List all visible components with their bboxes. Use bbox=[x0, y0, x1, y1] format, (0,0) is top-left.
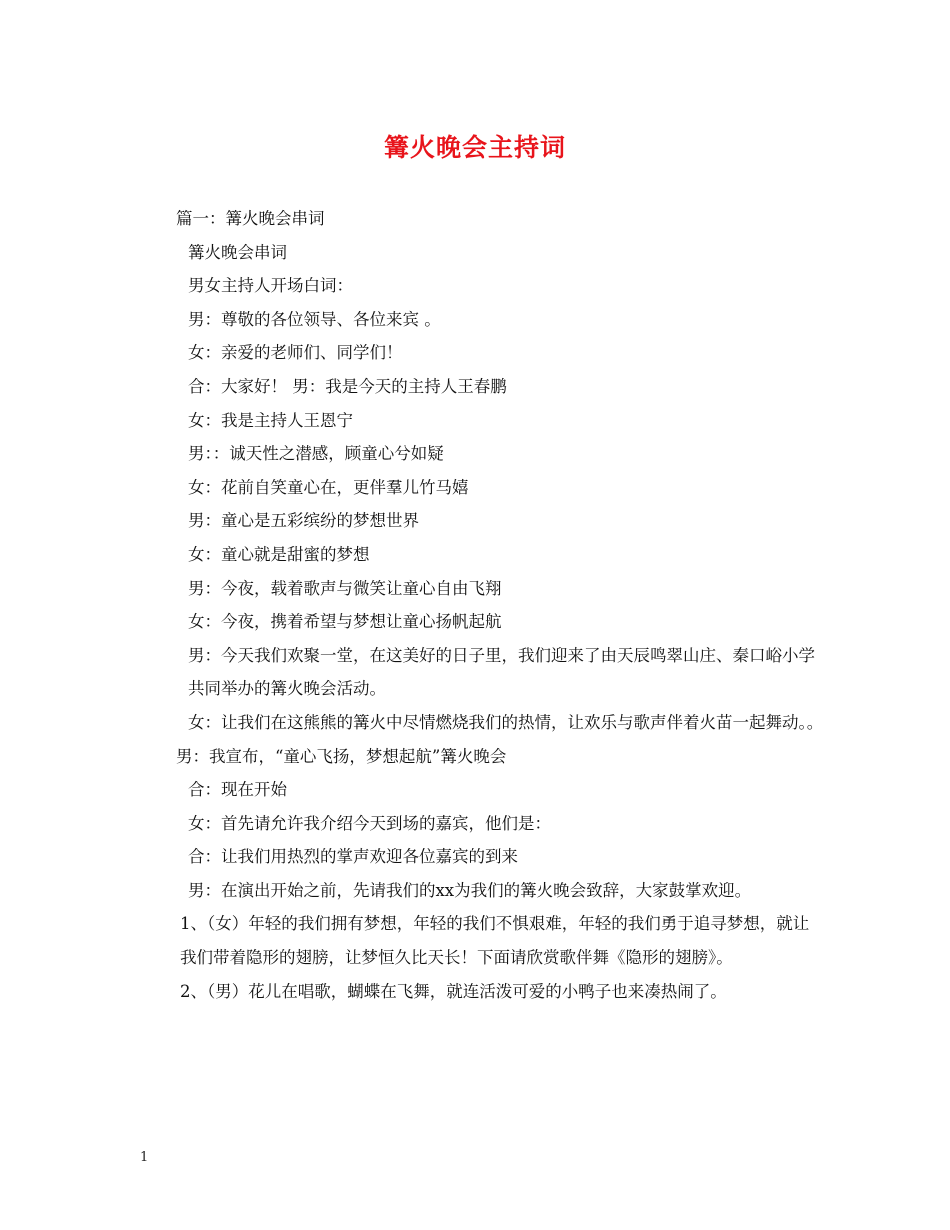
paragraph: 男：今夜，载着歌声与微笑让童心自由飞翔 bbox=[188, 578, 502, 598]
paragraph: 篇一：篝火晚会串词 bbox=[176, 209, 325, 228]
paragraph: 女：首先请允许我介绍今天到场的嘉宾，他们是： bbox=[188, 813, 551, 833]
paragraph: 男：童心是五彩缤纷的梦想世界 bbox=[188, 511, 419, 531]
paragraph: 女：花前自笑童心在，更伴羣儿竹马嬉 bbox=[188, 477, 469, 497]
page-number: 1 bbox=[140, 1150, 149, 1165]
paragraph: 男：尊敬的各位领导、各位来宾 。 bbox=[188, 309, 441, 329]
paragraph: 女：让我们在这熊熊的篝火中尽情燃烧我们的热情，让欢乐与歌声伴着火苗一起舞动。。 bbox=[188, 712, 824, 732]
paragraph: 合：让我们用热烈的掌声欢迎各位嘉宾的到来 bbox=[188, 847, 518, 867]
paragraph: 1、（女）年轻的我们拥有梦想，年轻的我们不惧艰难，年轻的我们勇于追寻梦想，就让我们带着隐形的翅膀，让梦恒久比天长！下面请欣赏歌伴舞《隐形的翅膀》。 bbox=[180, 914, 810, 968]
paragraph: 女：亲爱的老师们、同学们！ bbox=[188, 343, 403, 363]
paragraph: 2、（男）花儿在唱歌，蝴蝶在飞舞，就连活泼可爱的小鸭子也来凑热闹了。 bbox=[180, 981, 727, 1001]
paragraph: 男：我宣布，“童心飞扬，梦想起航”篝火晚会 bbox=[176, 746, 507, 766]
paragraph: 合：现在开始 bbox=[188, 780, 287, 800]
paragraph: 男：在演出开始之前，先请我们的xx为我们的篝火晚会致辞，大家鼓掌欢迎。 bbox=[188, 880, 752, 900]
paragraph: 女：我是主持人王恩宁 bbox=[188, 410, 353, 430]
paragraph: 女：今夜，携着希望与梦想让童心扬帆起航 bbox=[188, 612, 502, 632]
document-body bbox=[140, 202, 825, 1008]
paragraph: 女：童心就是甜蜜的梦想 bbox=[188, 544, 370, 564]
document-title: 篝火晚会主持词 bbox=[383, 133, 566, 162]
paragraph: 男：今天我们欢聚一堂，在这美好的日子里，我们迎来了由天辰鸣翠山庄、秦口峪小学共同举办的篝火晚会活动。 bbox=[188, 645, 815, 699]
paragraph: 男：：诚天性之潜感，顾童心兮如疑 bbox=[188, 444, 444, 464]
paragraph: 男女主持人开场白词： bbox=[188, 276, 353, 296]
paragraph: 篝火晚会串词 bbox=[188, 242, 287, 262]
paragraph: 合：大家好！ 男：我是今天的主持人王春鹏 bbox=[188, 376, 507, 396]
